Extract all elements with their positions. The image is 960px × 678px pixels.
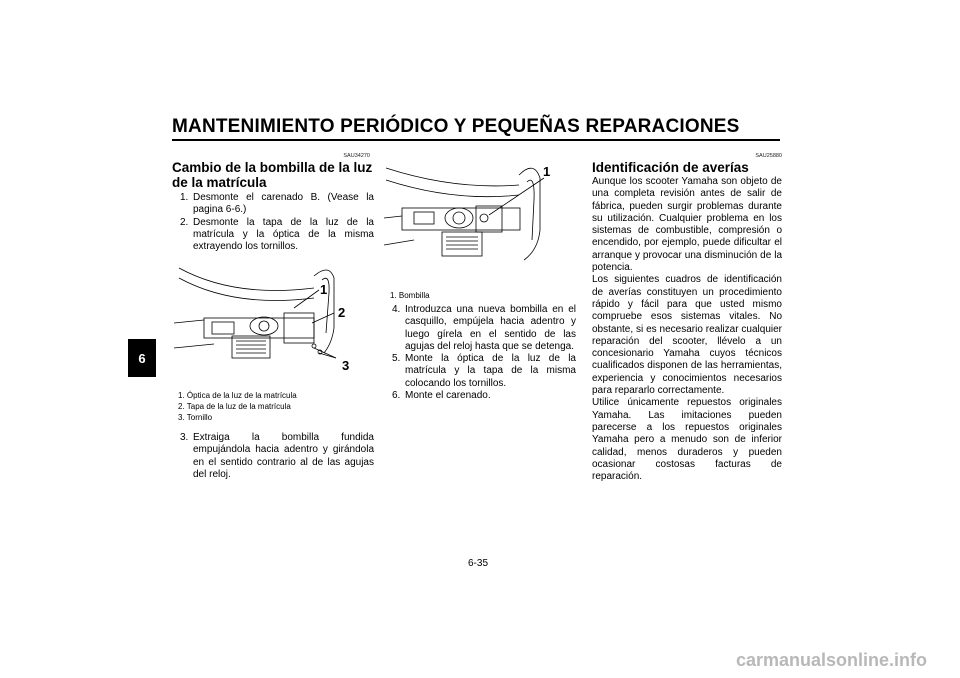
troubleshooting-text [592,176,782,483]
section-heading [172,160,377,190]
heading-line-1: Cambio de la bombilla de la luz [172,160,373,175]
paragraph: Los siguientes cuadros de identificación de averías constituyen un procedimiento rápido y fácil para que usted mismo compruebe esos sistemas vitales. No obstante, si es necesario realizar cualquier reparación del scooter, llévelo a un concesionario Yamaha cuyos técnicos cualificados disponen de las herramientas, experiencia y conocimientos necesarios para repararlo correctamente. [592,274,782,397]
section-heading: Identificación de averías [592,160,749,175]
list-item: 1. Desmonte el carenado B. (Vease la pagina 6-6.) [180,192,374,216]
caption-line: 2. Tapa de la luz de la matrícula [178,402,291,411]
steps-list-middle [384,304,576,402]
figure-label-1: 1 [320,282,328,297]
page-number: 6-35 [468,558,489,569]
paragraph: Aunque los scooter Yamaha son objeto de una completa revisión antes de salir de fábrica, pueden surgir problemas durante su utilización. Cualquier problema en los sistemas de combustible, compresión o encendido, por ejemplo, puede dificultar el arranque y provocar una disminución de la potencia. [592,176,782,274]
watermark: carmanualsonline.info [736,650,928,670]
list-item: 3. Extraiga la bombilla fundida empujándola hacia adentro y girándola en el sentido contrario al de las agujas del reloj. [180,432,374,480]
figure-caption-left [178,390,378,423]
section-code: SAU34270 [343,153,370,159]
list-item: 2. Desmonte la tapa de la luz de la matrícula y la óptica de la misma extrayendo los tornillos. [180,216,374,253]
list-item: 6. Monte el carenado. [392,390,491,402]
figure-caption-middle: 1. Bombilla [390,291,430,300]
figure-label-3: 3 [342,358,350,373]
chapter-tab: 6 [128,339,156,377]
page-title: MANTENIMIENTO PERIÓDICO Y PEQUEÑAS REPARACIONES [172,116,740,137]
heading-line-2: de la matrícula [172,175,267,190]
section-code: SAU25880 [755,153,782,159]
steps-list-top [172,192,374,253]
header-rule [172,139,780,141]
figure-label-bulb: 1 [543,164,551,179]
paragraph: Utilice únicamente repuestos originales Yamaha. Las imitaciones pueden parecerse a los repuestos originales Yamaha pero a menudo son de inferior calidad, menos duraderos y pueden ocasionar costosas facturas de reparación. [592,397,782,483]
caption-line: 1. Óptica de la luz de la matrícula [178,391,297,400]
steps-list-bottom [172,432,374,481]
list-item: 4. Introduzca una nueva bombilla en el casquillo, empújela hacia adentro y luego gírela en el sentido de las agujas del reloj hasta que se detenga. [392,304,576,352]
figure-label-2: 2 [338,305,346,320]
list-item: 5. Monte la óptica de la luz de la matrícula y la tapa de la misma colocando los tornillos. [392,353,576,389]
caption-line: 3. Tornillo [178,413,213,422]
